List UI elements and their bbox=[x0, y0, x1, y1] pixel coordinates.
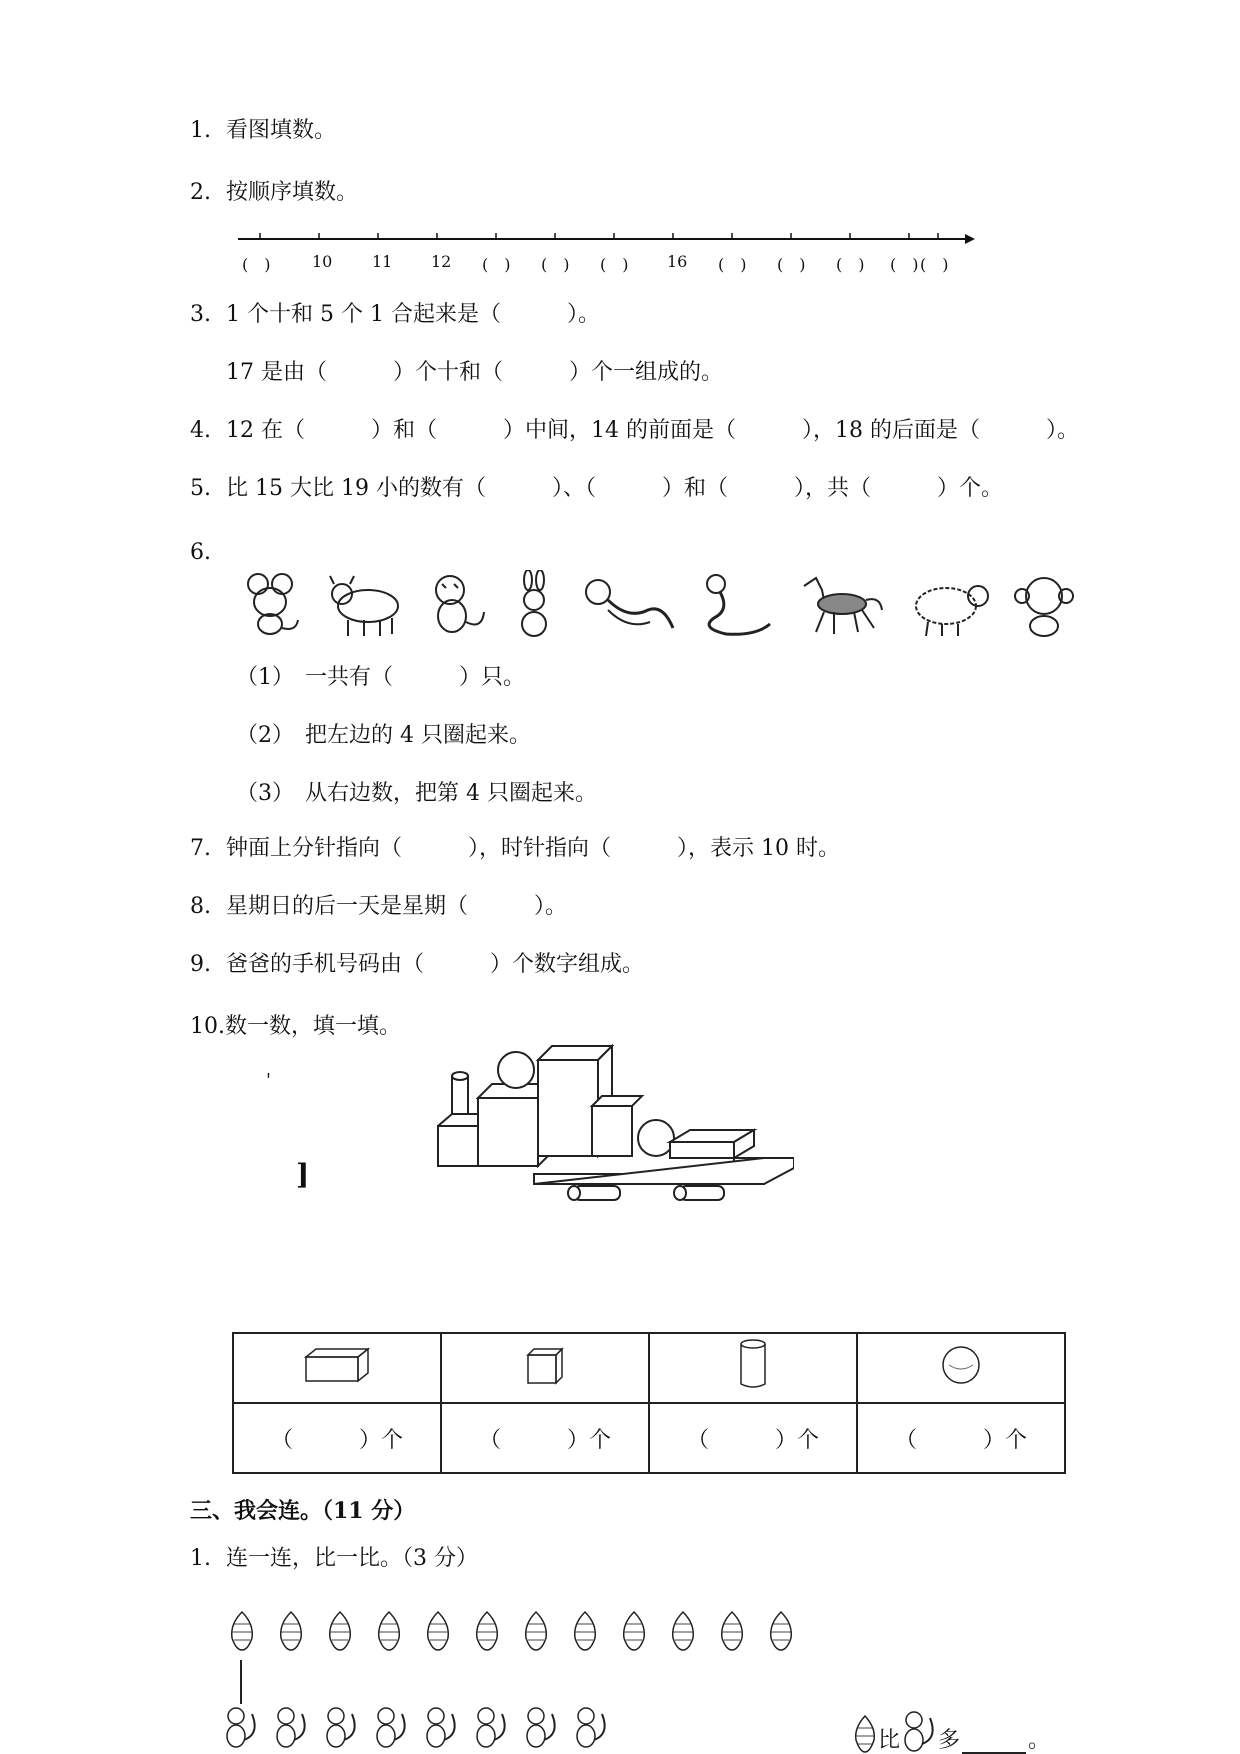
pinecone-icon bbox=[852, 1714, 878, 1754]
cuboid-cell bbox=[233, 1333, 441, 1403]
pinecone-icon bbox=[522, 1610, 550, 1652]
numline-label: ( ) bbox=[890, 255, 919, 274]
stray-mark: ' bbox=[266, 1070, 271, 1091]
numline-label: ( ) bbox=[718, 255, 747, 274]
cuboid-icon bbox=[302, 1345, 372, 1385]
question-8: 8. 星期日的后一天是星期（ ）。 bbox=[190, 894, 568, 919]
question-10: 10.数一数，填一填。 bbox=[190, 1014, 402, 1039]
question-6-sub-2: （2） 把左边的 4 只圈起来。 bbox=[236, 723, 531, 748]
rabbit-icon bbox=[510, 570, 560, 640]
pinecone-icon bbox=[277, 1610, 305, 1652]
squirrel-icon bbox=[422, 1704, 460, 1750]
squirrel-icon bbox=[522, 1704, 560, 1750]
cube-cell bbox=[441, 1333, 649, 1403]
shapes-row bbox=[233, 1333, 1065, 1403]
connect-line bbox=[238, 1660, 244, 1706]
section-3-question-1: 1. 连一连，比一比。（3 分） bbox=[190, 1546, 478, 1571]
pinecone-icon bbox=[424, 1610, 452, 1652]
compare-bi: 比 bbox=[878, 1728, 901, 1753]
numline-label: ( ) bbox=[920, 255, 949, 274]
mouse-icon bbox=[236, 570, 306, 640]
dragon-icon bbox=[578, 570, 678, 640]
question-3: 3. 1 个十和 5 个 1 合起来是（ ）。 bbox=[190, 302, 600, 327]
squirrel-icon bbox=[322, 1704, 360, 1750]
squirrel-icon bbox=[272, 1704, 310, 1750]
pinecone-icon bbox=[669, 1610, 697, 1652]
squirrel-icon bbox=[372, 1704, 410, 1750]
count-cell[interactable]: （ ）个 bbox=[233, 1403, 441, 1473]
question-1: 1. 看图填数。 bbox=[190, 118, 337, 143]
numline-label: 12 bbox=[431, 252, 452, 271]
count-cell[interactable]: （ ）个 bbox=[857, 1403, 1065, 1473]
section-3-title: 三、我会连。（11 分） bbox=[190, 1498, 416, 1524]
sphere-icon bbox=[939, 1343, 983, 1387]
squirrel-icon bbox=[900, 1708, 938, 1754]
squirrel-row bbox=[222, 1704, 610, 1750]
count-row bbox=[233, 1403, 1065, 1473]
animal-row bbox=[236, 570, 1080, 640]
squirrel-icon bbox=[222, 1704, 260, 1750]
shapes-table bbox=[232, 1332, 1066, 1474]
pinecone-icon bbox=[326, 1610, 354, 1652]
cylinder-cell bbox=[649, 1333, 857, 1403]
number-line bbox=[230, 225, 980, 255]
pinecone-row bbox=[228, 1610, 795, 1652]
block-illustration bbox=[434, 1040, 794, 1220]
sphere-cell bbox=[857, 1333, 1065, 1403]
horse-icon bbox=[794, 570, 884, 640]
question-9: 9. 爸爸的手机号码由（ ）个数字组成。 bbox=[190, 952, 645, 977]
question-6: 6. bbox=[190, 540, 211, 565]
monkey-icon bbox=[1010, 570, 1080, 640]
pinecone-icon bbox=[375, 1610, 403, 1652]
question-4: 4. 12 在（ ）和（ ）中间，14 的前面是（ ），18 的后面是（ ）。 bbox=[190, 418, 1079, 443]
pinecone-icon bbox=[767, 1610, 795, 1652]
sheep-icon bbox=[902, 570, 992, 640]
pinecone-icon bbox=[228, 1610, 256, 1652]
compare-statement bbox=[852, 1708, 1050, 1754]
answer-blank[interactable] bbox=[962, 1732, 1026, 1754]
numline-label: ( ) bbox=[600, 255, 629, 274]
count-cell[interactable]: （ ）个 bbox=[649, 1403, 857, 1473]
numline-label: ( ) bbox=[242, 255, 271, 274]
question-6-sub-1: （1） 一共有（ ）只。 bbox=[236, 665, 525, 690]
snake-icon bbox=[696, 570, 776, 640]
pinecone-icon bbox=[473, 1610, 501, 1652]
numline-label: 11 bbox=[372, 252, 393, 271]
numline-label: ( ) bbox=[482, 255, 511, 274]
count-cell[interactable]: （ ）个 bbox=[441, 1403, 649, 1473]
tiger-icon bbox=[422, 570, 492, 640]
cylinder-icon bbox=[733, 1338, 773, 1392]
question-2: 2. 按顺序填数。 bbox=[190, 180, 359, 205]
cube-icon bbox=[520, 1345, 570, 1385]
question-3-line-2: 17 是由（ ）个十和（ ）个一组成的。 bbox=[226, 360, 723, 385]
numline-label: 16 bbox=[667, 252, 688, 271]
squirrel-icon bbox=[572, 1704, 610, 1750]
pinecone-icon bbox=[718, 1610, 746, 1652]
numline-label: 10 bbox=[312, 252, 333, 271]
numline-label: ( ) bbox=[836, 255, 865, 274]
compare-end: 。 bbox=[1028, 1728, 1051, 1753]
question-7: 7. 钟面上分针指向（ ），时针指向（ ），表示 10 时。 bbox=[190, 836, 840, 861]
pinecone-icon bbox=[620, 1610, 648, 1652]
squirrel-icon bbox=[472, 1704, 510, 1750]
stray-bracket: ] bbox=[296, 1158, 310, 1191]
numline-label: ( ) bbox=[777, 255, 806, 274]
numline-label: ( ) bbox=[541, 255, 570, 274]
ox-icon bbox=[324, 570, 404, 640]
question-5: 5. 比 15 大比 19 小的数有（ ）、（ ）和（ ），共（ ）个。 bbox=[190, 476, 1003, 501]
question-6-sub-3: （3） 从右边数，把第 4 只圈起来。 bbox=[236, 781, 597, 806]
pinecone-icon bbox=[571, 1610, 599, 1652]
compare-duo: 多 bbox=[938, 1728, 961, 1753]
